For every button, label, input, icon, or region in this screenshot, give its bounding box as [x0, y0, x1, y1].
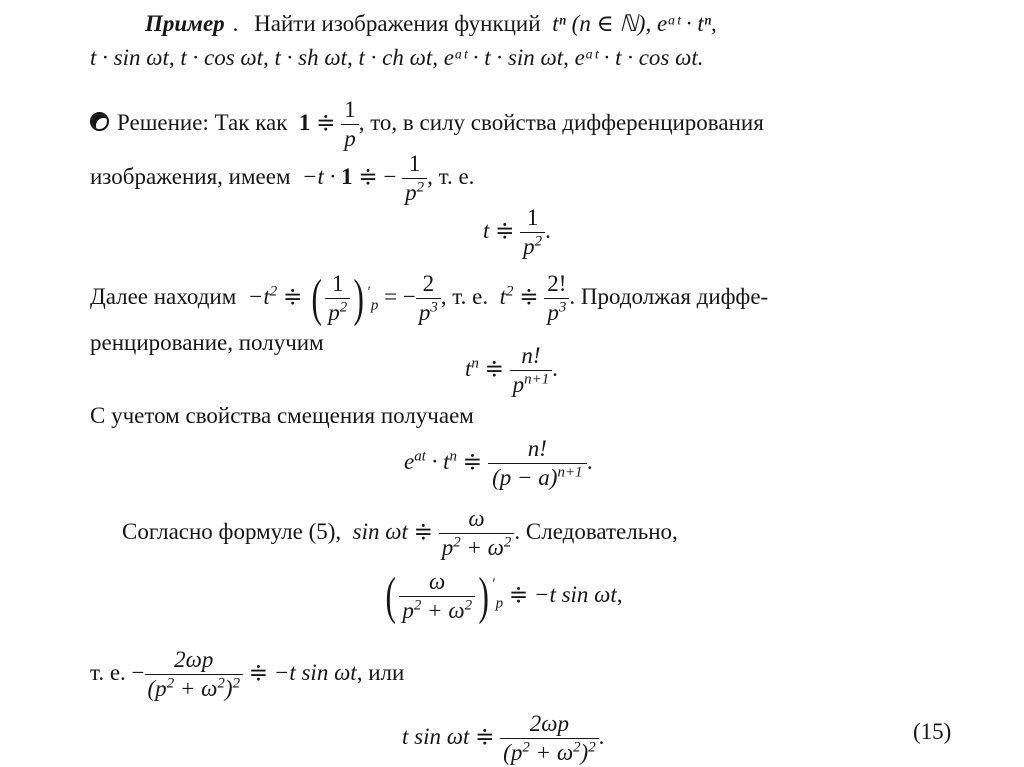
shift-line: С учетом свойства смещения получаем: [90, 403, 474, 428]
ili-text: , или: [356, 659, 405, 685]
example-task-math-1: tⁿ (n ∈ ℕ), eᵃᵗ · tⁿ,: [552, 11, 717, 36]
solution-bullet-icon: [90, 112, 109, 131]
fraction-shift: $\frac{n!}{(p - a)^{n+1}}$: [488, 437, 587, 490]
formula-5-line: Согласно формуле (5), sin ωt ≑ $\frac{\omega}{p^2 + \omega^2}$ . Следовательно,: [122, 506, 678, 561]
fraction-1-over-p: $\frac{1}{p}$: [341, 98, 359, 151]
solution-line2-text: изображения, имеем: [90, 163, 291, 189]
formula-derivative: ( $\frac{\omega}{p^2 + \omega^2}$ ) ′$_p$ ≑ −t sin ωt,: [385, 567, 623, 625]
math-minus-t: −t ·: [296, 163, 342, 189]
formula-text: Согласно формуле (5),: [122, 518, 342, 544]
solution-line3-mid: , т. е.: [440, 283, 489, 309]
equation-number: (15): [913, 719, 952, 744]
example-line-2: t · sin ωt, t · cos ωt, t · sh ωt, t · ch ωt, eᵃᵗ · t · sin ωt, eᵃᵗ · t · cos ωt.: [90, 45, 704, 70]
example-line-1: [145, 12, 717, 35]
solution-line-1: [90, 98, 764, 151]
math-one: 1: [293, 109, 311, 135]
solution-label: Решение: Так как: [117, 109, 288, 135]
formula-shift: $e^{at} \cdot t^n$ ≑ $\frac{n!}{(p - a)^{n+1}}$ .: [404, 436, 593, 491]
te-line: т. е. − $\frac{2\omega p}{(p^2 + \omega^2)^2}$ ≑ −t sin ωt, или: [90, 647, 405, 702]
fraction-2fact-over-p3: $\frac{2!}{p^3}$: [544, 272, 569, 325]
fraction-1-over-p2: $\frac{1}{p^2}$: [402, 152, 427, 205]
formula-t: t ≑ $\frac{1}{p^2}$ .: [483, 205, 551, 260]
fraction-1-over-p2-b: $\frac{1}{p^2}$: [520, 206, 545, 259]
solution-line3-text: Далее находим: [90, 283, 237, 309]
solution-line-3: Далее находим $-t^2$ ≑ ( $\frac{1}{p^2}$ ) ′$_p$ = − $\frac{2}{p^3}$ , т. е. $t^2$ ≑ $\frac{2!}{p^3}$ . Продолжая диффе-: [90, 269, 769, 327]
solution-line3-end: . Продолжая диффе-: [569, 283, 769, 309]
te-label: т. е.: [90, 659, 126, 685]
fraction-1-over-p2-c: $\frac{1}{p^2}$: [325, 272, 350, 325]
solution-line-2: [90, 152, 474, 205]
math-bold-one: 1: [341, 163, 353, 189]
solution-line-4: ренцирование, получим: [90, 330, 324, 355]
example-dot: .: [232, 11, 239, 36]
fraction-omega-b: $\frac{\omega}{p^2 + \omega^2}$: [399, 570, 475, 623]
example-task-text: Найти изображения функций: [254, 11, 541, 36]
formula-end: . Следовательно,: [514, 518, 678, 544]
fraction-omega: $\frac{\omega}{p^2 + \omega^2}$: [439, 507, 515, 560]
math-corr: ≑ −: [358, 163, 397, 189]
fraction-2-over-p3: $\frac{2}{p^3}$: [416, 272, 441, 325]
solution-line2-end: , т. е.: [427, 163, 475, 189]
math-corr: ≑: [316, 109, 336, 135]
example-label: Пример: [145, 11, 225, 36]
formula-15: t sin ωt ≑ $\frac{2\omega p}{(p^2 + \omega^2)^2}$ .: [402, 711, 605, 766]
fraction-2wp: $\frac{2\omega p}{(p^2 + \omega^2)^2}$: [145, 648, 244, 701]
fraction-2wp-b: $\frac{2\omega p}{(p^2 + \omega^2)^2}$: [500, 712, 599, 765]
solution-text-after: , то, в силу свойства дифференцирования: [358, 109, 764, 135]
fraction-nfact-over-pn1: $\frac{n!}{p^{n+1}}$: [510, 344, 553, 397]
formula-tn: $t^n$ ≑ $\frac{n!}{p^{n+1}}$ .: [465, 343, 558, 398]
